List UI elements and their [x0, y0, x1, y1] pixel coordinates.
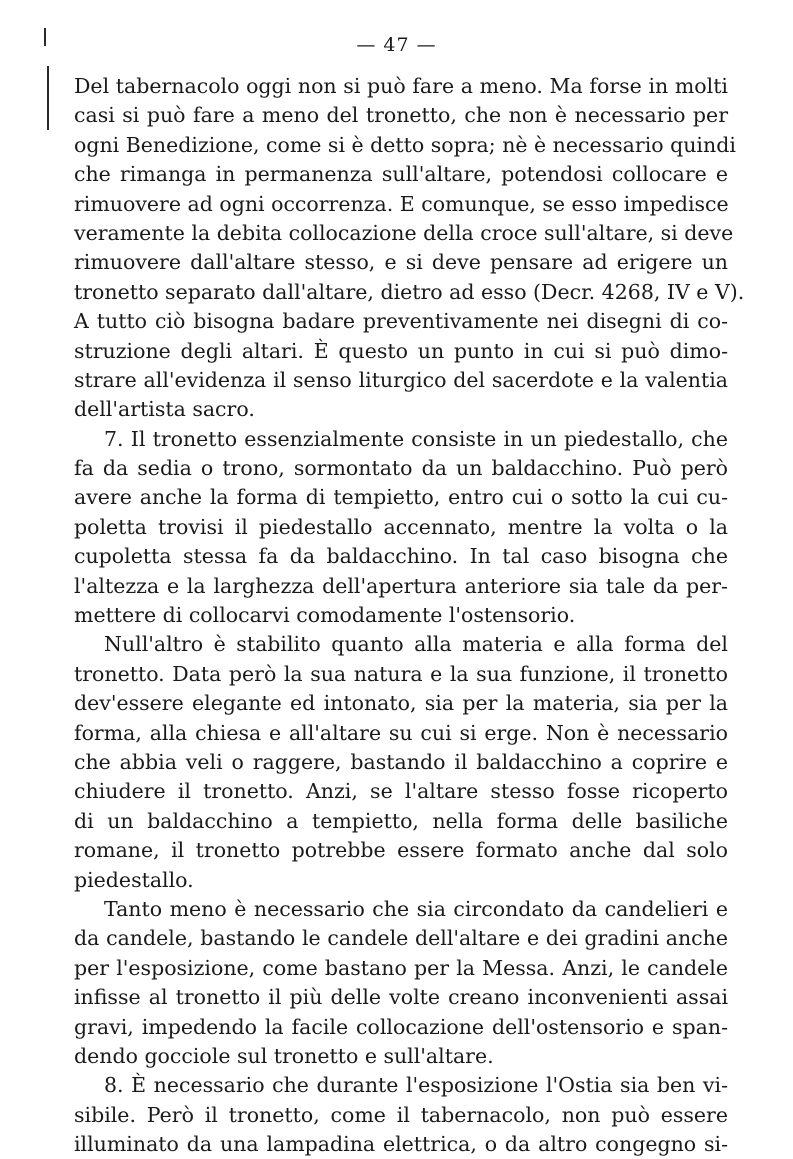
text-line: casi si può fare a meno del tronetto, che non è necessario per	[74, 103, 728, 128]
text-line: struzione degli altari. È questo un punto in cui si può dimo-	[74, 338, 728, 363]
paragraph-start: Null'altro è stabilito quanto alla materia e alla forma del	[104, 632, 728, 657]
text-line: illuminato da una lampadina elettrica, o da altro congegno si-	[74, 1132, 728, 1157]
text-line: piedestallo.	[74, 867, 194, 892]
text-line: A tutto ciò bisogna badare preventivamente nei disegni di co-	[74, 309, 728, 334]
text-line: per l'esposizione, come bastano per la Messa. Anzi, le candele	[74, 955, 728, 980]
text-line: sibile. Però il tronetto, come il tabernacolo, non può essere	[74, 1102, 728, 1127]
text-line: chiudere il tronetto. Anzi, se l'altare stesso fosse ricoperto	[74, 779, 728, 804]
text-line: gravi, impedendo la facile collocazione dell'ostensorio e span-	[74, 1014, 728, 1039]
text-line: strare all'evidenza il senso liturgico del sacerdote e la valentia	[74, 367, 728, 392]
text-line: dell'artista sacro.	[74, 397, 255, 422]
text-line: dev'essere elegante ed intonato, sia per la materia, sia per la	[74, 691, 728, 716]
text-line: l'altezza e la larghezza dell'apertura anteriore sia tale da per-	[74, 573, 728, 598]
text-line: rimuovere dall'altare stesso, e si deve pensare ad erigere un	[74, 250, 728, 275]
text-line: tronetto. Data però la sua natura e la sua funzione, il tronetto	[74, 661, 728, 686]
text-line: veramente la debita collocazione della croce sull'altare, si deve	[74, 220, 734, 245]
text-line: avere anche la forma di tempietto, entro cui o sotto la cui cu-	[74, 485, 728, 510]
text-line: mettere di collocarvi comodamente l'ostensorio.	[74, 603, 576, 628]
text-line: forma, alla chiesa e all'altare su cui si erge. Non è necessario	[74, 720, 728, 745]
text-line: da candele, bastando le candele dell'altare e dei gradini anche	[74, 926, 728, 951]
text-line: che rimanga in permanenza sull'altare, potendosi collocare e	[74, 162, 728, 187]
text-line: tronetto separato dall'altare, dietro ad esso (Decr. 4268, IV e V).	[74, 279, 745, 304]
body-text	[74, 72, 745, 1159]
paragraph-start: Tanto meno è necessario che sia circondato da candelieri e	[104, 896, 728, 921]
text-line: cupoletta stessa fa da baldacchino. In tal caso bisogna che	[74, 544, 728, 569]
text-line: Del tabernacolo oggi non si può fare a meno. Ma forse in molti	[74, 74, 728, 98]
text-line: poletta trovisi il piedestallo accennato, mentre la volta o la	[74, 514, 728, 539]
section-7-start: 7. Il tronetto essenzialmente consiste in un piedestallo, che	[104, 426, 728, 451]
text-line: rimuovere ad ogni occorrenza. E comunque, se esso impedisce	[74, 191, 729, 216]
text-line: di un baldacchino a tempietto, nella forma delle basiliche	[74, 808, 728, 833]
text-line: infisse al tronetto il più delle volte creano inconvenienti assai	[74, 985, 728, 1010]
text-line: dendo gocciole sul tronetto e sull'altare.	[74, 1043, 494, 1068]
text-line: che abbia veli o raggere, bastando il baldacchino a coprire e	[74, 749, 728, 774]
section-8-start: 8. È necessario che durante l'esposizione l'Ostia sia ben vi-	[104, 1073, 728, 1098]
margin-mark-side	[47, 66, 49, 130]
page-number: — 47 —	[356, 34, 437, 56]
text-line: fa da sedia o trono, sormontato da un baldacchino. Può però	[74, 456, 728, 481]
text-line: romane, il tronetto potrebbe essere formato anche dal solo	[74, 838, 728, 863]
text-line: ogni Benedizione, come si è detto sopra; nè è necessario quindi	[74, 132, 736, 157]
